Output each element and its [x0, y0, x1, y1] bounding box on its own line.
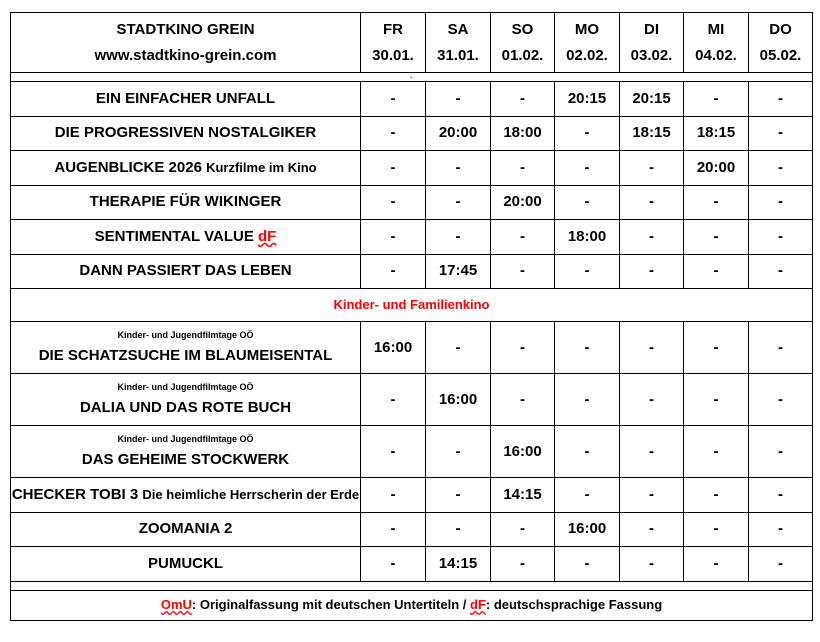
- showtime-cell: -: [426, 322, 491, 374]
- showtime-cell: -: [491, 82, 555, 117]
- showtime-cell: -: [620, 478, 684, 513]
- cinema-title: STADTKINO GREIN: [116, 20, 255, 38]
- day-date: 04.02.: [695, 46, 737, 64]
- showtime-cell: -: [361, 426, 426, 478]
- cinema-url: www.stadtkino-grein.com: [94, 46, 277, 64]
- showtime-cell: -: [684, 478, 749, 513]
- program-sheet: [10, 12, 813, 621]
- movie-title: EIN EINFACHER UNFALL: [95, 89, 276, 107]
- showtime-cell: 20:00: [426, 116, 491, 151]
- movie-title-cell: [11, 116, 361, 151]
- day-date: 02.02.: [566, 46, 608, 64]
- showtime-cell: -: [749, 478, 813, 513]
- showtime-cell: -: [684, 322, 749, 374]
- showtime-cell: -: [361, 478, 426, 513]
- movie-row: [11, 254, 813, 289]
- movie-title: DIE PROGRESSIVEN NOSTALGIKER: [54, 124, 317, 142]
- showtime-cell: 18:00: [491, 116, 555, 151]
- movie-subtitle: Die heimliche Herrscherin der Erde: [142, 486, 360, 502]
- movie-title-cell: [11, 426, 361, 478]
- showtime-cell: -: [749, 254, 813, 289]
- version-tag: dF: [258, 227, 277, 245]
- movie-title-cell: [11, 254, 361, 289]
- showtime-cell: -: [426, 185, 491, 220]
- separator-cell: [11, 73, 813, 82]
- showtime-cell: -: [555, 254, 620, 289]
- movie-row: [11, 220, 813, 255]
- movie-title-cell: [11, 185, 361, 220]
- showtime-cell: -: [749, 151, 813, 186]
- showtime-cell: -: [749, 547, 813, 582]
- showtime-cell: -: [426, 220, 491, 255]
- showtime-cell: -: [749, 185, 813, 220]
- showtime-cell: -: [491, 374, 555, 426]
- movie-title: DAS GEHEIME STOCKWERK: [81, 450, 290, 468]
- festival-label: Kinder- und Jugendfilmtage OÖ: [117, 434, 254, 445]
- showtime-cell: 14:15: [426, 547, 491, 582]
- showtime-cell: -: [555, 185, 620, 220]
- showtime-cell: 20:15: [620, 82, 684, 117]
- omu-abbr: OmU: [160, 597, 192, 613]
- showtime-cell: -: [684, 185, 749, 220]
- showtime-cell: -: [426, 82, 491, 117]
- showtime-cell: -: [426, 512, 491, 547]
- movie-row: [11, 426, 813, 478]
- showtime-cell: -: [684, 254, 749, 289]
- showtime-cell: -: [620, 220, 684, 255]
- day-date: 01.02.: [501, 46, 544, 64]
- day-name: DO: [769, 20, 792, 38]
- movie-row: [11, 322, 813, 374]
- day-header: [491, 13, 555, 73]
- omu-text: : Originalfassung mit deutschen Untertiteln /: [191, 597, 470, 613]
- movie-row: [11, 116, 813, 151]
- day-name: FR: [383, 20, 403, 38]
- showtime-cell: 20:15: [555, 82, 620, 117]
- showtime-cell: -: [491, 254, 555, 289]
- movie-title-cell: [11, 478, 361, 513]
- movie-title-cell: [11, 151, 361, 186]
- movie-title-cell: [11, 374, 361, 426]
- movie-title: SENTIMENTAL VALUE: [94, 227, 254, 245]
- separator-row: [11, 73, 813, 82]
- movie-row: [11, 374, 813, 426]
- showtime-cell: -: [684, 220, 749, 255]
- separator-dot: .: [410, 74, 412, 80]
- df-text: : deutschsprachige Fassung: [485, 597, 663, 613]
- day-date: 03.02.: [630, 46, 673, 64]
- day-header: [749, 13, 813, 73]
- movie-row: [11, 512, 813, 547]
- day-header: [684, 13, 749, 73]
- movie-subtitle: Kurzfilme im Kino: [206, 159, 317, 175]
- showtime-cell: -: [361, 512, 426, 547]
- showtime-cell: -: [620, 151, 684, 186]
- showtime-cell: -: [684, 547, 749, 582]
- movie-title: DANN PASSIERT DAS LEBEN: [79, 262, 292, 280]
- showtime-cell: -: [361, 254, 426, 289]
- day-name: DI: [644, 20, 659, 38]
- festival-label: Kinder- und Jugendfilmtage OÖ: [117, 382, 254, 393]
- showtime-cell: -: [555, 426, 620, 478]
- movie-title-cell: [11, 82, 361, 117]
- showtime-cell: -: [555, 116, 620, 151]
- day-header: [361, 13, 426, 73]
- showtime-cell: -: [620, 374, 684, 426]
- showtime-cell: -: [361, 151, 426, 186]
- day-header: [426, 13, 491, 73]
- showtime-cell: -: [620, 322, 684, 374]
- day-date: 31.01.: [437, 46, 479, 64]
- showtime-cell: -: [684, 82, 749, 117]
- showtime-cell: -: [684, 426, 749, 478]
- showtime-cell: 16:00: [491, 426, 555, 478]
- showtime-cell: -: [361, 82, 426, 117]
- schedule-table: [10, 12, 813, 621]
- festival-label: Kinder- und Jugendfilmtage OÖ: [117, 330, 254, 341]
- showtime-cell: -: [620, 254, 684, 289]
- day-name: SA: [447, 20, 469, 38]
- day-header: [555, 13, 620, 73]
- showtime-cell: 16:00: [426, 374, 491, 426]
- movie-title-cell: [11, 220, 361, 255]
- showtime-cell: -: [361, 547, 426, 582]
- showtime-cell: -: [749, 512, 813, 547]
- movie-title: THERAPIE FÜR WIKINGER: [89, 193, 282, 211]
- movie-title-cell: [11, 322, 361, 374]
- legend-row: [11, 590, 813, 620]
- showtime-cell: -: [620, 426, 684, 478]
- movie-title: CHECKER TOBI 3: [11, 485, 139, 503]
- separator-cell: [11, 581, 813, 590]
- showtime-cell: -: [749, 116, 813, 151]
- showtime-cell: -: [620, 512, 684, 547]
- showtime-cell: -: [361, 220, 426, 255]
- showtime-cell: -: [555, 547, 620, 582]
- showtime-cell: 14:15: [491, 478, 555, 513]
- legend-cell: [11, 590, 813, 620]
- showtime-cell: -: [555, 322, 620, 374]
- day-header: [620, 13, 684, 73]
- showtime-cell: -: [426, 426, 491, 478]
- movie-row: [11, 478, 813, 513]
- showtime-cell: -: [684, 512, 749, 547]
- showtime-cell: -: [684, 374, 749, 426]
- showtime-cell: -: [749, 220, 813, 255]
- showtime-cell: 18:15: [620, 116, 684, 151]
- showtime-cell: -: [555, 151, 620, 186]
- movie-title: PUMUCKL: [148, 554, 223, 572]
- showtime-cell: 20:00: [684, 151, 749, 186]
- separator-row: [11, 581, 813, 590]
- showtime-cell: -: [749, 82, 813, 117]
- cinema-header: [11, 13, 361, 73]
- movie-title-cell: [11, 512, 361, 547]
- showtime-cell: -: [555, 374, 620, 426]
- df-abbr: dF: [470, 597, 486, 613]
- showtime-cell: -: [361, 116, 426, 151]
- showtime-cell: -: [749, 322, 813, 374]
- movie-title: AUGENBLICKE 2026: [54, 158, 202, 176]
- showtime-cell: 18:15: [684, 116, 749, 151]
- movie-row: [11, 547, 813, 582]
- showtime-cell: 16:00: [361, 322, 426, 374]
- day-date: 30.01.: [372, 46, 414, 64]
- showtime-cell: -: [426, 151, 491, 186]
- showtime-cell: 16:00: [555, 512, 620, 547]
- movie-title: DALIA UND DAS ROTE BUCH: [79, 398, 292, 416]
- showtime-cell: 20:00: [491, 185, 555, 220]
- showtime-cell: -: [749, 426, 813, 478]
- showtime-cell: -: [491, 151, 555, 186]
- day-name: SO: [511, 20, 534, 38]
- movie-title: DIE SCHATZSUCHE IM BLAUMEISENTAL: [38, 346, 333, 364]
- movie-row: [11, 151, 813, 186]
- movie-title: ZOOMANIA 2: [138, 520, 233, 538]
- section-title: Kinder- und Familienkino: [11, 289, 813, 322]
- showtime-cell: 17:45: [426, 254, 491, 289]
- showtime-cell: -: [426, 478, 491, 513]
- day-date: 05.02.: [759, 46, 802, 64]
- showtime-cell: -: [749, 374, 813, 426]
- showtime-cell: 18:00: [555, 220, 620, 255]
- movie-row: [11, 185, 813, 220]
- day-name: MI: [707, 20, 725, 38]
- showtime-cell: -: [620, 185, 684, 220]
- movie-row: [11, 82, 813, 117]
- section-row: [11, 289, 813, 322]
- header-row: [11, 13, 813, 73]
- showtime-cell: -: [491, 220, 555, 255]
- showtime-cell: -: [361, 185, 426, 220]
- showtime-cell: -: [491, 547, 555, 582]
- showtime-cell: -: [491, 322, 555, 374]
- showtime-cell: -: [491, 512, 555, 547]
- showtime-cell: -: [555, 478, 620, 513]
- movie-title-cell: [11, 547, 361, 582]
- showtime-cell: -: [361, 374, 426, 426]
- showtime-cell: -: [620, 547, 684, 582]
- day-name: MO: [574, 20, 600, 38]
